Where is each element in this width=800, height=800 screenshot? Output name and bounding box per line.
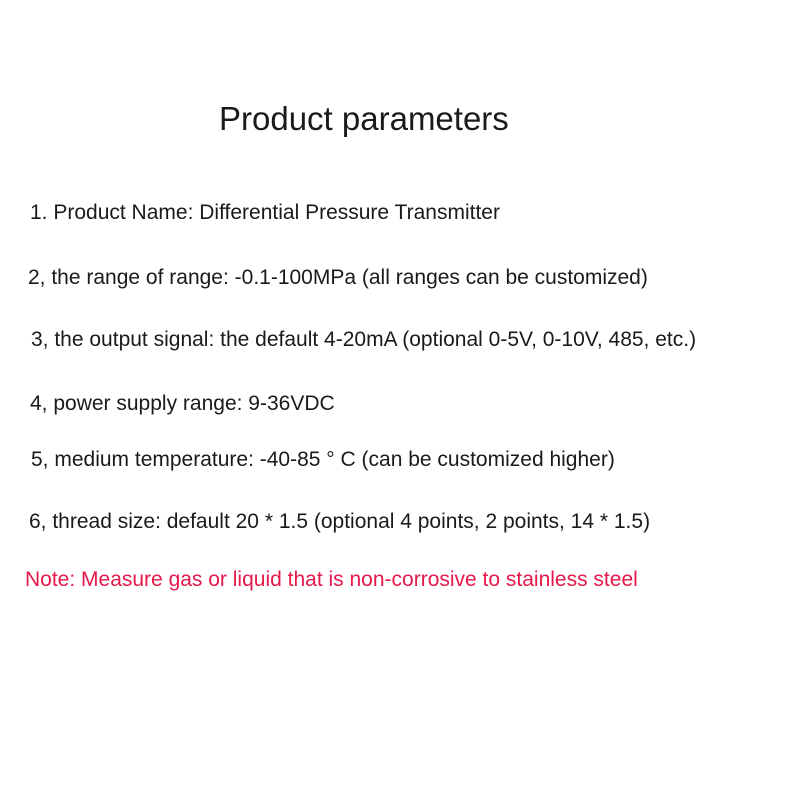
param-thread-size: 6, thread size: default 20 * 1.5 (optional 4 points, 2 points, 14 * 1.5) xyxy=(29,510,651,533)
param-range: 2, the range of range: -0.1-100MPa (all ranges can be customized) xyxy=(28,266,648,289)
param-power-supply: 4, power supply range: 9-36VDC xyxy=(30,392,335,415)
warning-note: Note: Measure gas or liquid that is non-corrosive to stainless steel xyxy=(25,568,638,591)
page-title: Product parameters xyxy=(219,100,509,137)
param-product-name: 1. Product Name: Differential Pressure Transmitter xyxy=(30,201,500,224)
param-medium-temperature: 5, medium temperature: -40-85 ° C (can be customized higher) xyxy=(31,448,615,471)
param-output-signal: 3, the output signal: the default 4-20mA (optional 0-5V, 0-10V, 485, etc.) xyxy=(31,328,697,351)
